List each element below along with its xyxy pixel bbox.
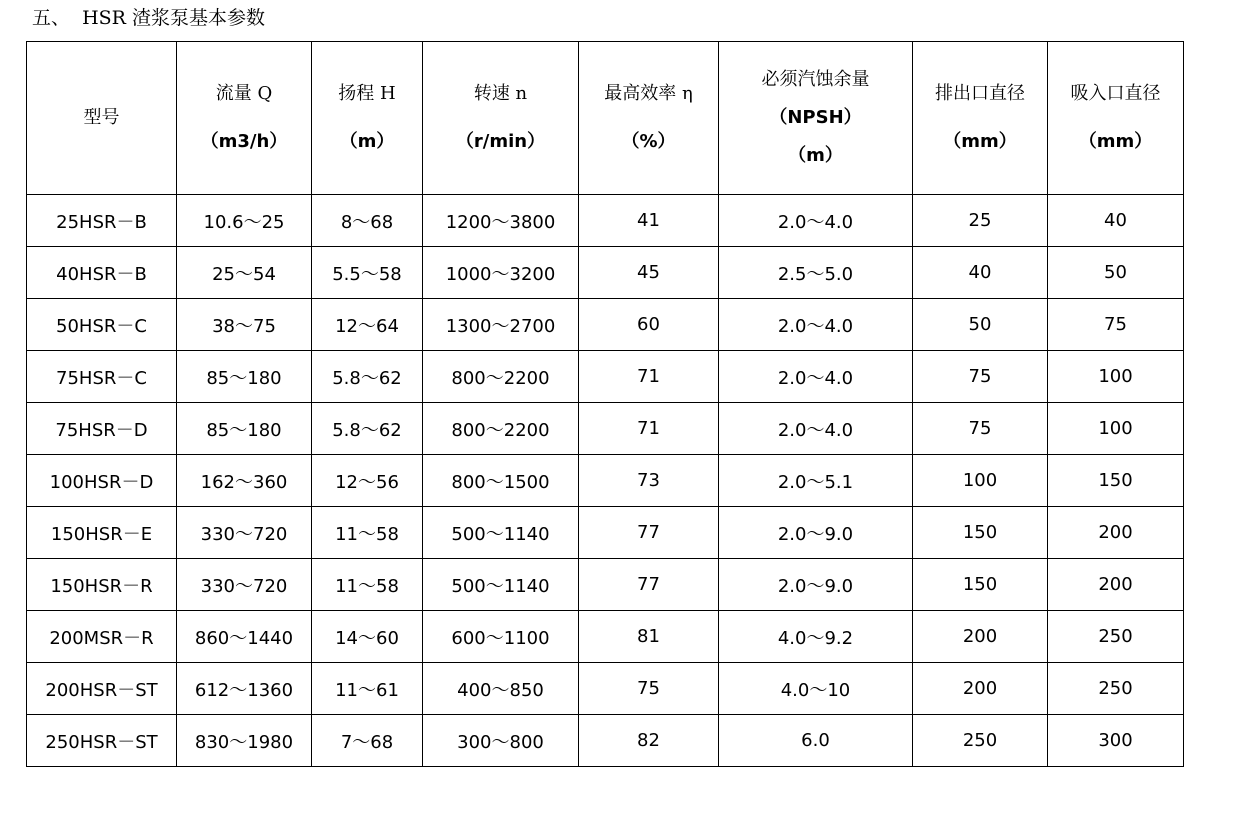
cell-inlet-diameter: 200 xyxy=(1048,559,1184,611)
table-row xyxy=(27,351,1184,403)
cell-speed: 1000～3200 xyxy=(423,247,579,299)
cell-inlet-diameter: 250 xyxy=(1048,663,1184,715)
cell-flow: 162～360 xyxy=(177,455,312,507)
cell-speed: 1300～2700 xyxy=(423,299,579,351)
cell-npsh: 2.0～9.0 xyxy=(719,559,913,611)
cell-outlet-diameter: 200 xyxy=(913,663,1048,715)
header-model: 型号 xyxy=(27,42,177,195)
table-row xyxy=(27,715,1184,767)
cell-efficiency: 75 xyxy=(579,663,719,715)
header-speed: 转速 n （r/min） xyxy=(423,42,579,195)
cell-model: 100HSR－D xyxy=(27,455,177,507)
cell-outlet-diameter: 75 xyxy=(913,403,1048,455)
header-inlet-diameter: 吸入口直径 （mm） xyxy=(1048,42,1184,195)
cell-flow: 38～75 xyxy=(177,299,312,351)
table-row xyxy=(27,299,1184,351)
cell-flow: 860～1440 xyxy=(177,611,312,663)
cell-npsh: 4.0～9.2 xyxy=(719,611,913,663)
pump-parameters-table xyxy=(26,41,1184,767)
header-outlet-diameter: 排出口直径 （mm） xyxy=(913,42,1048,195)
cell-model: 150HSR－R xyxy=(27,559,177,611)
cell-head: 12～64 xyxy=(312,299,423,351)
cell-flow: 830～1980 xyxy=(177,715,312,767)
cell-speed: 300～800 xyxy=(423,715,579,767)
table-row xyxy=(27,247,1184,299)
cell-npsh: 2.0～9.0 xyxy=(719,507,913,559)
cell-head: 12～56 xyxy=(312,455,423,507)
cell-head: 11～58 xyxy=(312,559,423,611)
cell-outlet-diameter: 150 xyxy=(913,507,1048,559)
table-row xyxy=(27,611,1184,663)
header-efficiency: 最高效率 η （%） xyxy=(579,42,719,195)
cell-npsh: 2.5～5.0 xyxy=(719,247,913,299)
header-row xyxy=(27,42,1184,195)
header-flow: 流量 Q （m3/h） xyxy=(177,42,312,195)
cell-npsh: 2.0～5.1 xyxy=(719,455,913,507)
cell-inlet-diameter: 300 xyxy=(1048,715,1184,767)
section-heading: 五、 HSR 渣浆泵基本参数 xyxy=(32,7,266,29)
cell-speed: 800～1500 xyxy=(423,455,579,507)
cell-npsh: 2.0～4.0 xyxy=(719,195,913,247)
cell-inlet-diameter: 75 xyxy=(1048,299,1184,351)
table-row xyxy=(27,663,1184,715)
cell-model: 50HSR－C xyxy=(27,299,177,351)
cell-head: 5.5～58 xyxy=(312,247,423,299)
cell-head: 7～68 xyxy=(312,715,423,767)
cell-flow: 612～1360 xyxy=(177,663,312,715)
cell-flow: 10.6～25 xyxy=(177,195,312,247)
cell-efficiency: 77 xyxy=(579,507,719,559)
cell-npsh: 2.0～4.0 xyxy=(719,351,913,403)
cell-speed: 400～850 xyxy=(423,663,579,715)
cell-speed: 500～1140 xyxy=(423,507,579,559)
cell-outlet-diameter: 100 xyxy=(913,455,1048,507)
cell-efficiency: 77 xyxy=(579,559,719,611)
cell-model: 40HSR－B xyxy=(27,247,177,299)
cell-npsh: 2.0～4.0 xyxy=(719,403,913,455)
cell-efficiency: 45 xyxy=(579,247,719,299)
header-head: 扬程 H （m） xyxy=(312,42,423,195)
cell-head: 5.8～62 xyxy=(312,403,423,455)
table-body xyxy=(27,195,1184,767)
cell-flow: 25～54 xyxy=(177,247,312,299)
cell-flow: 330～720 xyxy=(177,559,312,611)
cell-efficiency: 71 xyxy=(579,351,719,403)
cell-inlet-diameter: 250 xyxy=(1048,611,1184,663)
cell-flow: 85～180 xyxy=(177,351,312,403)
table-row xyxy=(27,455,1184,507)
cell-speed: 1200～3800 xyxy=(423,195,579,247)
cell-npsh: 4.0～10 xyxy=(719,663,913,715)
cell-outlet-diameter: 200 xyxy=(913,611,1048,663)
cell-outlet-diameter: 75 xyxy=(913,351,1048,403)
cell-model: 200HSR－ST xyxy=(27,663,177,715)
cell-model: 150HSR－E xyxy=(27,507,177,559)
cell-model: 250HSR－ST xyxy=(27,715,177,767)
table-row xyxy=(27,507,1184,559)
cell-outlet-diameter: 150 xyxy=(913,559,1048,611)
cell-efficiency: 82 xyxy=(579,715,719,767)
table-row xyxy=(27,195,1184,247)
cell-inlet-diameter: 150 xyxy=(1048,455,1184,507)
cell-outlet-diameter: 25 xyxy=(913,195,1048,247)
cell-head: 8～68 xyxy=(312,195,423,247)
cell-flow: 330～720 xyxy=(177,507,312,559)
cell-speed: 600～1100 xyxy=(423,611,579,663)
cell-inlet-diameter: 200 xyxy=(1048,507,1184,559)
cell-flow: 85～180 xyxy=(177,403,312,455)
cell-speed: 800～2200 xyxy=(423,351,579,403)
table-row xyxy=(27,403,1184,455)
cell-efficiency: 71 xyxy=(579,403,719,455)
cell-inlet-diameter: 100 xyxy=(1048,351,1184,403)
cell-outlet-diameter: 250 xyxy=(913,715,1048,767)
table-row xyxy=(27,559,1184,611)
cell-efficiency: 60 xyxy=(579,299,719,351)
cell-model: 200MSR－R xyxy=(27,611,177,663)
cell-head: 5.8～62 xyxy=(312,351,423,403)
cell-speed: 800～2200 xyxy=(423,403,579,455)
cell-head: 11～58 xyxy=(312,507,423,559)
cell-efficiency: 73 xyxy=(579,455,719,507)
cell-inlet-diameter: 50 xyxy=(1048,247,1184,299)
cell-head: 14～60 xyxy=(312,611,423,663)
cell-speed: 500～1140 xyxy=(423,559,579,611)
cell-efficiency: 81 xyxy=(579,611,719,663)
cell-outlet-diameter: 40 xyxy=(913,247,1048,299)
header-npsh: 必须汽蚀余量 （NPSH） （m） xyxy=(719,42,913,195)
cell-head: 11～61 xyxy=(312,663,423,715)
cell-npsh: 6.0 xyxy=(719,715,913,767)
cell-model: 25HSR－B xyxy=(27,195,177,247)
cell-inlet-diameter: 40 xyxy=(1048,195,1184,247)
cell-model: 75HSR－C xyxy=(27,351,177,403)
cell-outlet-diameter: 50 xyxy=(913,299,1048,351)
cell-inlet-diameter: 100 xyxy=(1048,403,1184,455)
cell-npsh: 2.0～4.0 xyxy=(719,299,913,351)
cell-efficiency: 41 xyxy=(579,195,719,247)
cell-model: 75HSR－D xyxy=(27,403,177,455)
